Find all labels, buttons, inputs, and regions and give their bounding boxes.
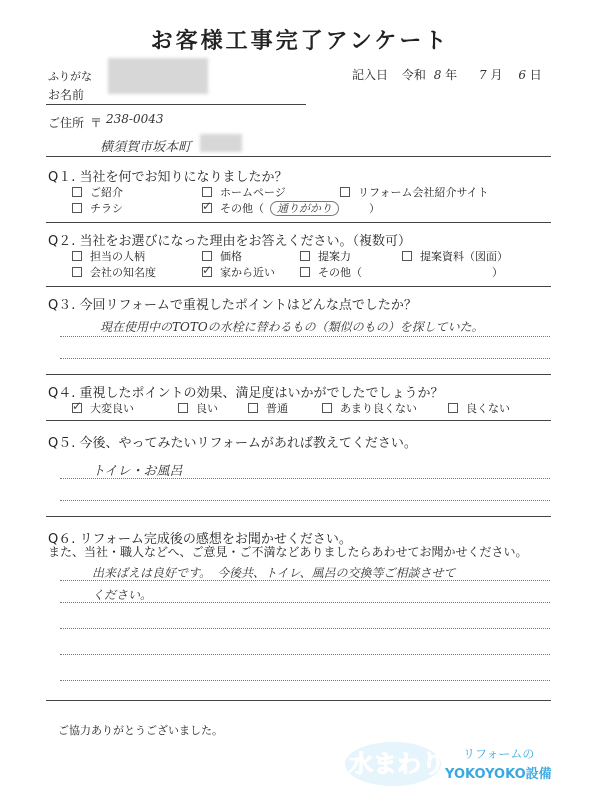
redacted-name [108,58,208,94]
q2-option-reputation[interactable]: 会社の知名度 [72,264,156,280]
q4-option-bad[interactable]: 良くない [448,400,510,416]
q1-option-introduction[interactable]: ご紹介 [72,184,123,200]
q1-option-flyer[interactable]: チラシ [72,200,123,216]
q1-option-other[interactable]: ✓ その他（ 通りがかり ） [202,199,380,215]
q5-divider [46,516,551,517]
q4-option-average[interactable]: 普通 [248,400,288,416]
q2-option-nearby[interactable]: ✓ 家から近い [202,263,275,279]
checkbox[interactable] [448,403,458,413]
q4-option-not-good[interactable]: あまり良くない [322,400,417,416]
logo-sub-text-1: リフォームの [463,747,535,761]
company-logo [345,738,590,790]
era-label: 令和 [401,68,426,82]
checkbox[interactable] [340,187,350,197]
logo-sub-text-2: YOKOYOKO設備 [445,767,552,782]
q4-option-good[interactable]: 良い [178,400,218,416]
address-text: 横須賀市坂本町 [100,140,192,155]
q4-option-very-good[interactable]: ✓ 大変良い [72,399,134,415]
survey-title: お客様工事完了アンケート [150,29,450,54]
q6-label: Q６. リフォーム完成後の感想をお聞かせください。 [48,532,352,547]
checkbox[interactable] [202,187,212,197]
q2-label: Q２. 当社をお選びになった理由をお答えください。（複数可） [48,234,411,249]
q1-divider [46,222,551,223]
redacted-address [200,134,242,152]
checkbox[interactable] [72,267,82,277]
checkbox-checked[interactable] [202,263,213,277]
address-label: ご住所 [48,116,85,130]
furigana-label: ふりがな [48,70,92,83]
q3-answer-line-2 [60,358,550,359]
name-label: お名前 [48,88,85,102]
checkbox[interactable] [322,403,332,413]
address-underline [46,156,551,157]
month-value: 7 [479,68,487,82]
q6-divider [46,700,551,701]
q2-option-other[interactable]: その他（ ） [300,264,503,280]
check-mark-icon: ✓ [72,399,83,413]
day-suffix: 日 [529,68,542,82]
q3-label: Q３. 今回リフォームで重視したポイントはどんな点でしたか？ [48,298,417,313]
q1-option-referral-site[interactable]: リフォーム会社紹介サイト [340,184,489,200]
q6-answer-line-1: 出来ばえは良好です。 今後共、トイレ、風呂の交換等ご相談させて [92,566,456,580]
checkbox[interactable] [72,187,82,197]
logo-main-text: 水まわり [349,750,445,778]
checkbox[interactable] [248,403,258,413]
logo-graphic [345,738,590,790]
q1-other-answer: 通りがかり [270,201,339,216]
q1-option-homepage[interactable]: ホームページ [202,184,286,200]
checkbox[interactable] [202,251,212,261]
q3-divider [46,374,551,375]
checkbox[interactable] [402,251,412,261]
q6-answer-rule-3 [60,628,550,629]
postal-mark: 〒 [90,116,103,130]
checkbox[interactable] [72,203,82,213]
q4-label: Q４. 重視したポイントの効果、満足度はいかがでしたでしょうか？ [48,386,444,401]
name-underline [46,104,306,105]
day-value: 6 [518,68,526,82]
checkbox-checked[interactable] [202,199,213,213]
q5-answer: トイレ・お風呂 [92,464,183,479]
q3-answer-line-1 [60,336,550,337]
q6-answer-rule-2 [60,602,550,603]
checkbox[interactable] [300,251,310,261]
q1-label: Q１. 当社を何でお知りになりましたか？ [48,170,288,185]
checkbox[interactable] [300,267,310,277]
postal-code: 238-0043 [106,112,164,126]
checkbox[interactable] [178,403,188,413]
q3-answer: 現在使用中のTOTOの水栓に替わるもの（類似のもの）を探していた。 [100,320,484,334]
month-suffix: 月 [490,68,503,82]
thanks-text: ご協力ありがとうございました。 [58,724,223,737]
q4-divider [46,420,551,421]
checkbox[interactable] [72,251,82,261]
entry-date-label: 記入日 [352,68,389,82]
q2-option-staff[interactable]: 担当の人柄 [72,248,145,264]
q2-option-price[interactable]: 価格 [202,248,242,264]
q5-answer-line-1 [60,478,550,479]
year-suffix: 年 [445,68,458,82]
q2-option-proposal-docs[interactable]: 提案資料（図面） [402,248,508,264]
year-value: 8 [433,68,442,82]
check-mark-icon: ✓ [202,199,213,213]
q6-answer-rule-4 [60,654,550,655]
q5-label: Q５. 今後、やってみたいリフォームがあれば教えてください。 [48,436,417,451]
q6-answer-line-2: ください。 [92,588,153,602]
q6-label-2: また、当社・職人などへ、ご意見・ご不満などありましたらあわせてお聞かせください。 [48,545,528,559]
checkbox-checked[interactable] [72,399,83,413]
q5-answer-line-2 [60,500,550,501]
entry-date [352,66,542,83]
q6-answer-rule-1 [60,580,550,581]
q2-divider [46,286,551,287]
q2-option-proposal[interactable]: 提案力 [300,248,351,264]
q6-answer-rule-5 [60,680,550,681]
check-mark-icon: ✓ [202,263,213,277]
